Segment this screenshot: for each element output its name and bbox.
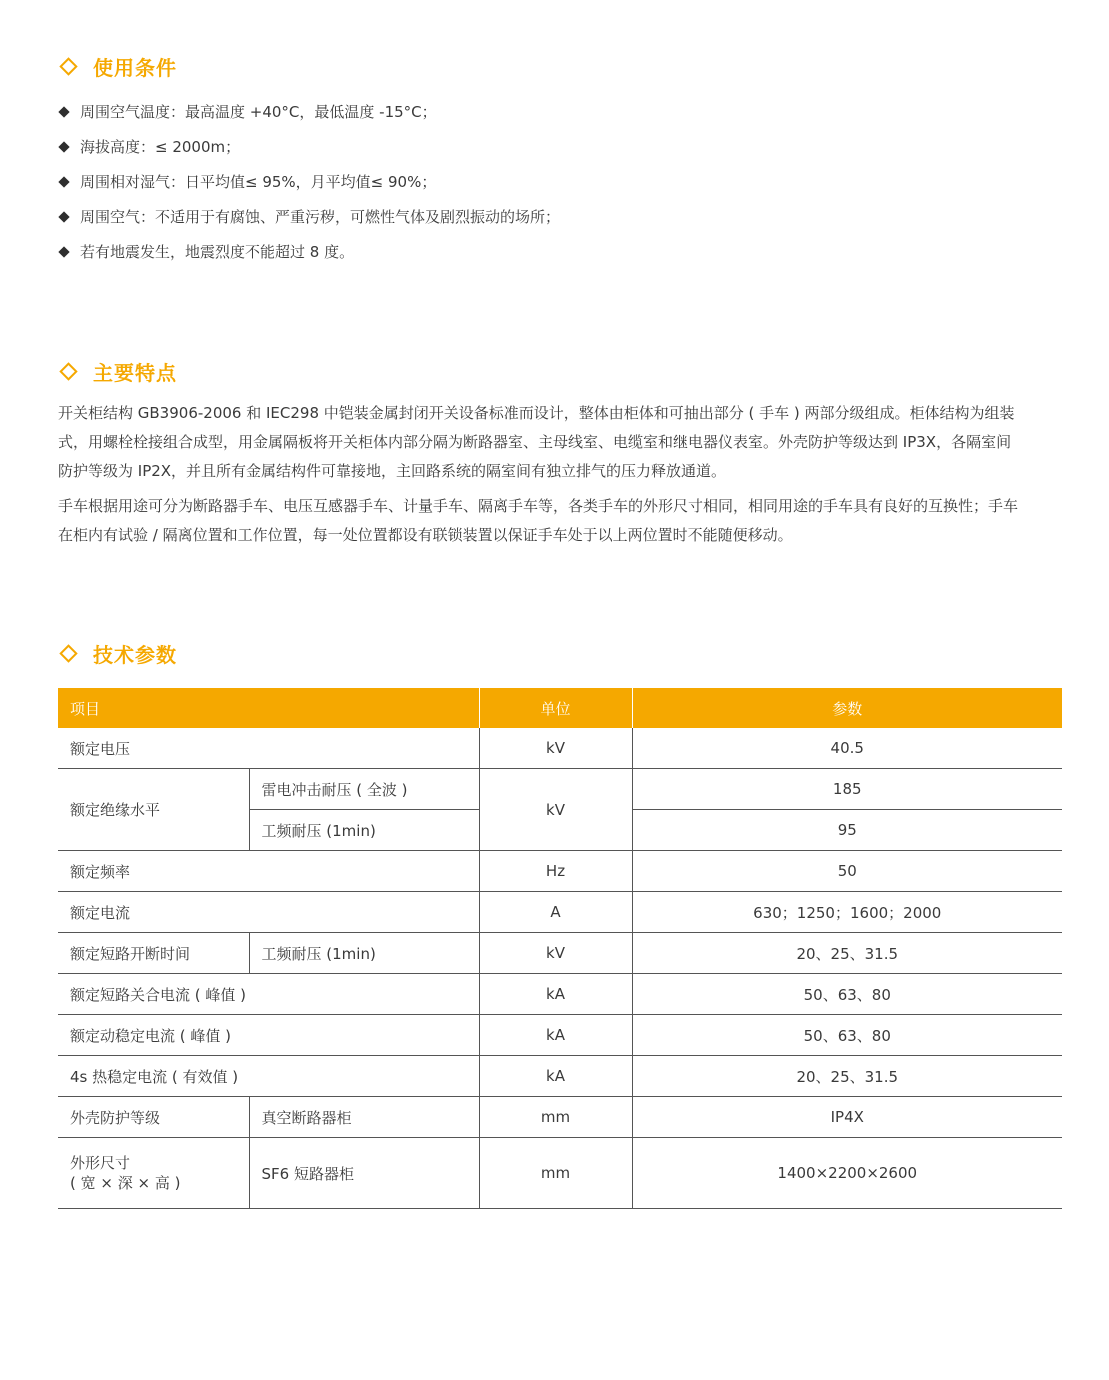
section-title-features [58,357,177,386]
cell-item: 额定绝缘水平 [58,769,249,851]
cell-unit: kA [479,1056,632,1097]
cell-value: 185 [632,769,1062,810]
cell-item-line: ( 宽 × 深 × 高 ) [70,1174,181,1192]
diamond-bullet-icon [58,106,69,117]
features-paragraph-2: 手车根据用途可分为断路器手车、电压互感器手车、计量手车、隔离手车等，各类手车的外形尺寸相同，相同用途的手车具有良好的互换性；手车在柜内有试验 / 隔离位置和工作位置，每一处位置都设有联锁装置以保证手车处于以上两位置时不能随便移动。 [58,497,1019,544]
cell-item: 额定短路开断时间 [58,933,249,974]
cell-subitem: SF6 短路器柜 [249,1138,479,1209]
cell-item: 4s 热稳定电流 ( 有效值 ) [58,1056,479,1097]
section-title-label: 使用条件 [93,56,177,80]
list-item-text: 海拔高度：≤ 2000m； [80,138,241,156]
cell-item: 额定动稳定电流 ( 峰值 ) [58,1015,479,1056]
cell-value: 20、25、31.5 [632,1056,1062,1097]
diamond-bullet-icon [58,141,69,152]
diamond-icon [59,644,77,662]
diamond-bullet-icon [58,246,69,257]
cell-subitem: 雷电冲击耐压 ( 全波 ) [249,769,479,810]
table-row [58,1056,1062,1097]
cell-unit: kA [479,1015,632,1056]
cell-value: IP4X [632,1097,1062,1138]
header-value: 参数 [632,688,1062,728]
cell-unit: kV [479,769,632,851]
list-item [60,94,560,129]
table-row [58,933,1062,974]
cell-subitem: 工频耐压 (1min) [249,810,479,851]
cell-item: 额定电流 [58,892,479,933]
cell-value: 20、25、31.5 [632,933,1062,974]
list-item-text: 周围空气温度：最高温度 +40°C，最低温度 -15°C； [80,103,437,121]
table-row [58,892,1062,933]
cell-value: 50、63、80 [632,1015,1062,1056]
header-unit: 单位 [479,688,632,728]
cell-item-line: 外形尺寸 [70,1154,131,1172]
cell-item [58,1138,249,1209]
table-row [58,769,1062,810]
cell-value: 95 [632,810,1062,851]
cell-item: 外壳防护等级 [58,1097,249,1138]
table-row [58,851,1062,892]
section-title-label: 技术参数 [93,643,177,667]
list-item [60,129,560,164]
table-row [58,1097,1062,1138]
list-item [60,164,560,199]
diamond-bullet-icon [58,176,69,187]
table-row [58,1015,1062,1056]
cell-value: 630；1250；1600；2000 [632,892,1062,933]
cell-unit: mm [479,1138,632,1209]
diamond-icon [59,362,77,380]
table-row [58,974,1062,1015]
list-item [60,234,560,269]
cell-unit: kV [479,933,632,974]
cell-item: 额定频率 [58,851,479,892]
cell-item: 额定短路关合电流 ( 峰值 ) [58,974,479,1015]
diamond-bullet-icon [58,211,69,222]
cell-subitem: 真空断路器柜 [249,1097,479,1138]
table-row [58,1138,1062,1209]
cell-value: 50、63、80 [632,974,1062,1015]
specs-table [58,688,1062,1209]
cell-unit: Hz [479,851,632,892]
cell-value: 50 [632,851,1062,892]
cell-unit: kV [479,728,632,769]
list-item-text: 周围相对湿气：日平均值≤ 95%，月平均值≤ 90%； [80,173,437,191]
section-title-specs [58,639,177,668]
cell-value: 1400×2200×2600 [632,1138,1062,1209]
features-paragraph-1: 开关柜结构 GB3906-2006 和 IEC298 中铠装金属封闭开关设备标准而设计，整体由柜体和可抽出部分 ( 手车 ) 两部分级组成。柜体结构为组装式，用螺栓栓接组合成型，用金属隔板将开关柜体内部分隔为断路器室、主母线室、电缆室和继电器仪表室。外壳防护等级达到 IP3X，各隔室间防护等级为 IP2X，并且所有金属结构件可靠接地，主回路系统的隔室间有独立排气的压力释放通道。 [58,404,1015,480]
cell-subitem: 工频耐压 (1min) [249,933,479,974]
section-title-label: 主要特点 [93,361,177,385]
cell-value: 40.5 [632,728,1062,769]
section-title-conditions [58,52,177,81]
conditions-list [60,94,560,269]
list-item-text: 周围空气：不适用于有腐蚀、严重污秽，可燃性气体及剧烈振动的场所； [80,208,561,226]
list-item-text: 若有地震发生，地震烈度不能超过 8 度。 [80,243,355,261]
cell-unit: mm [479,1097,632,1138]
cell-unit: A [479,892,632,933]
table-header-row [58,688,1062,728]
list-item [60,199,560,234]
table-row [58,728,1062,769]
header-item: 项目 [58,688,479,728]
cell-item: 额定电压 [58,728,479,769]
diamond-icon [59,57,77,75]
cell-unit: kA [479,974,632,1015]
